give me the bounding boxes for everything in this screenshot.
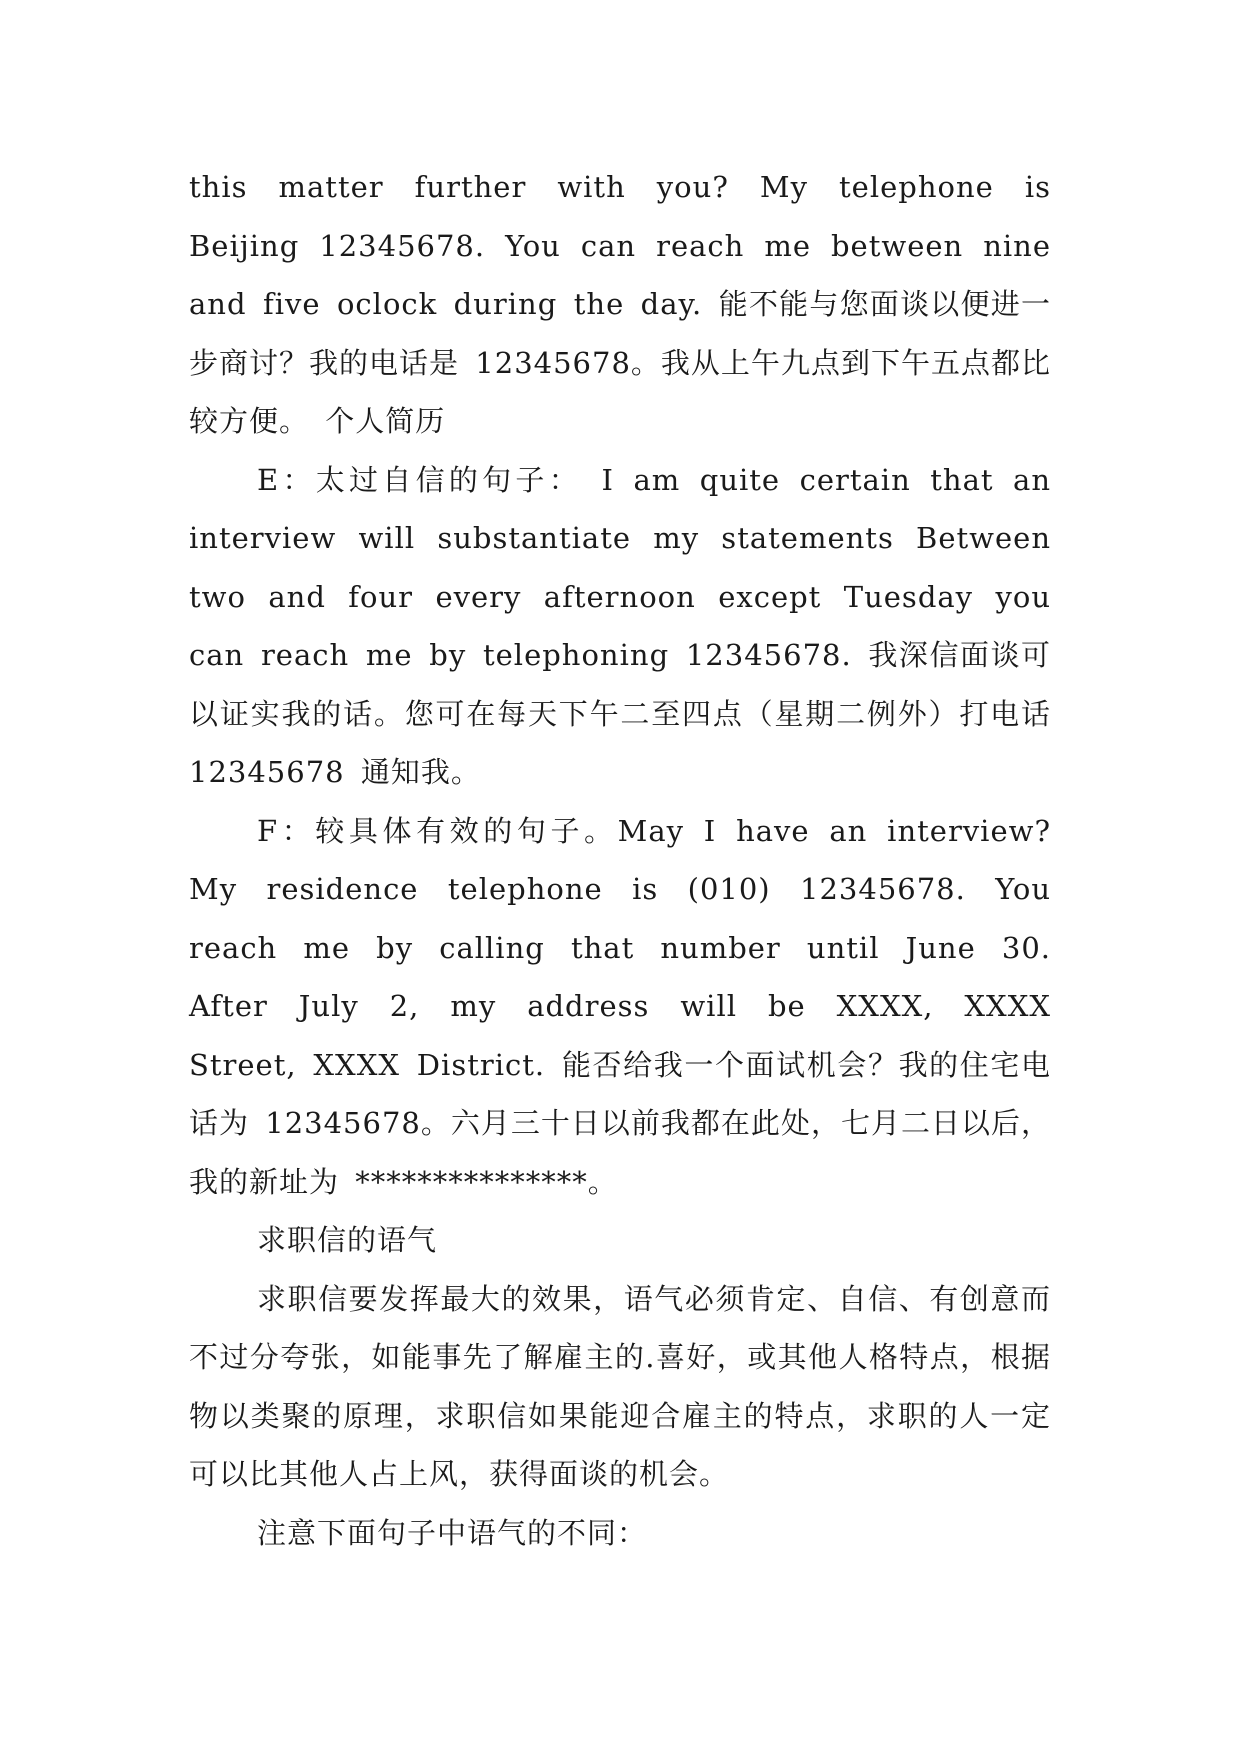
paragraph-tone-explanation: 求职信要发挥最大的效果，语气必须肯定、自信、有创意而不过分夸张，如能事先了解雇主的.喜好，或其他人格特点，根据物以类聚的原理，求职信如果能迎合雇主的特点，求职的人一定可以比其他人占上风，获得面谈的机会。 xyxy=(189,1281,1051,1491)
document-body xyxy=(189,158,1051,1562)
paragraph-overconfident-example: E：太过自信的句子： I am quite certain that an interview will substantiate my statements Between two and four every afternoon except Tuesday you can reach me by telephoning 12345678. 我深信面谈可以证实我的话。您可在每天下午二至四点（星期二例外）打电话 12345678 通知我。 xyxy=(189,462,1051,789)
paragraph-contact-info: this matter further with you? My telephone is Beijing 12345678. You can reach me between nine and five oclock during the day. 能不能与您面谈以便进一步商讨？我的电话是 12345678。我从上午九点到下午五点都比较方便。 个人简历 xyxy=(189,170,1051,438)
section-heading-tone: 求职信的语气 xyxy=(257,1223,438,1257)
paragraph-specific-example: F：较具体有效的句子。May I have an interview? My residence telephone is (010) 12345678. You reach me by calling that number until June 30. After July 2, my address will be XXXX, XXXX Street, XXXX District. 能否给我一个面试机会？我的住宅电话为 12345678。六月三十日以前我都在此处，七月二日以后，我的新址为 ***************。 xyxy=(189,813,1051,1199)
paragraph-tone-note: 注意下面句子中语气的不同： xyxy=(257,1515,648,1550)
